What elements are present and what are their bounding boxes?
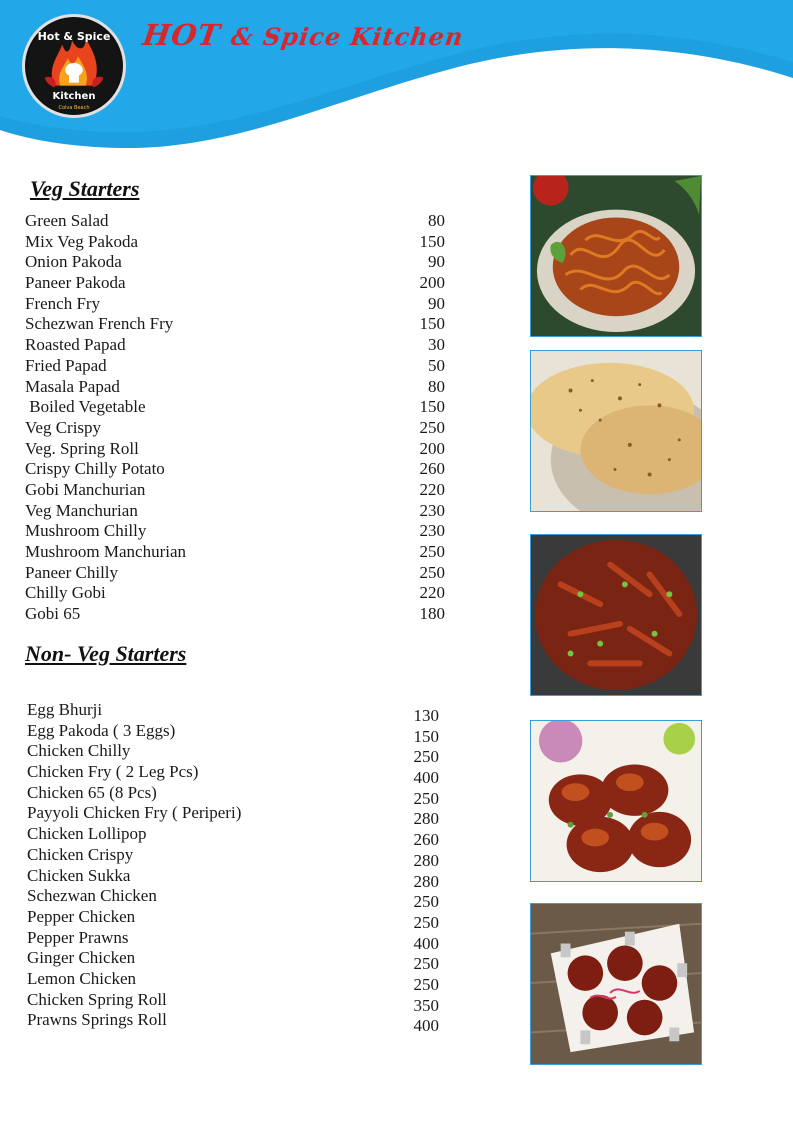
- nonveg-starter-item: [27, 824, 439, 850]
- nonveg-starter-item: [27, 741, 439, 767]
- nonveg-starter-item: [27, 782, 439, 808]
- veg-starter-item-name: Crispy Chilly Potato: [25, 459, 165, 479]
- veg-starter-item-price: 250: [419, 417, 445, 437]
- veg-starter-item: [25, 501, 445, 522]
- brand-title: [141, 18, 466, 52]
- veg-starter-item-name: Gobi Manchurian: [25, 479, 146, 499]
- nonveg-starter-item: [27, 1010, 439, 1036]
- veg-starter-item-price: 90: [428, 252, 445, 272]
- veg-starter-item: [25, 211, 445, 232]
- nonveg-starters-heading: Non- Veg Starters: [25, 641, 187, 666]
- veg-starter-item: [25, 335, 445, 356]
- nonveg-starter-item-price: 150: [413, 726, 439, 746]
- veg-starter-item-price: 150: [419, 231, 445, 251]
- nonveg-starter-item: [27, 927, 439, 953]
- veg-starter-item-name: Chilly Gobi: [25, 583, 106, 603]
- veg-starter-item-name: Veg Manchurian: [25, 500, 138, 520]
- veg-starter-item-name: Boiled Vegetable: [25, 397, 146, 417]
- nonveg-starter-item: [27, 886, 439, 912]
- veg-starter-item: [25, 542, 445, 563]
- nonveg-starter-item-name: Chicken Chilly: [27, 741, 131, 761]
- logo-bottom-text: Kitchen: [52, 91, 96, 102]
- veg-starter-item-price: 250: [419, 562, 445, 582]
- nonveg-starter-item-price: 280: [413, 871, 439, 891]
- veg-starter-item: [25, 232, 445, 253]
- nonveg-starter-item-price: 250: [413, 954, 439, 974]
- veg-starter-item-name: Veg Crispy: [25, 417, 102, 437]
- nonveg-starter-item-name: Chicken Fry ( 2 Leg Pcs): [27, 762, 199, 782]
- veg-starter-item-price: 150: [419, 314, 445, 334]
- papad-photo: [530, 350, 702, 512]
- veg-starters-list: [25, 211, 445, 625]
- veg-starter-item-price: 220: [419, 479, 445, 499]
- veg-starter-item: [25, 604, 445, 625]
- veg-starter-item-price: 200: [419, 438, 445, 458]
- veg-starter-item: [25, 397, 445, 418]
- veg-starter-item: [25, 273, 445, 294]
- nonveg-starter-item-name: Schezwan Chicken: [27, 886, 157, 906]
- nonveg-starter-item-name: Egg Pakoda ( 3 Eggs): [27, 720, 176, 740]
- veg-starter-item-price: 200: [419, 273, 445, 293]
- nonveg-starter-item-price: 400: [413, 933, 439, 953]
- veg-starter-item-name: Mix Veg Pakoda: [25, 231, 139, 251]
- brand-title-rest: & Spice Kitchen: [229, 22, 466, 51]
- chilly-potato-photo: [530, 534, 702, 696]
- veg-starter-item-name: Fried Papad: [25, 355, 107, 375]
- veg-starter-item-price: 150: [419, 397, 445, 417]
- veg-starter-item-name: Masala Papad: [25, 376, 120, 396]
- veg-starter-item: [25, 563, 445, 584]
- nonveg-starter-item-name: Prawns Springs Roll: [27, 1010, 167, 1030]
- nonveg-starter-item-name: Chicken 65 (8 Pcs): [27, 782, 157, 802]
- veg-starter-item: [25, 418, 445, 439]
- veg-starter-item-price: 90: [428, 293, 445, 313]
- veg-starter-item-name: Veg. Spring Roll: [25, 438, 139, 458]
- veg-starter-item-name: Green Salad: [25, 211, 109, 230]
- veg-starter-item-price: 30: [428, 335, 445, 355]
- nonveg-starter-item-name: Ginger Chicken: [27, 948, 136, 968]
- veg-starter-item-name: Mushroom Chilly: [25, 521, 147, 541]
- veg-starter-item: [25, 356, 445, 377]
- nonveg-starters-list: [27, 700, 439, 1036]
- nonveg-starter-item-name: Egg Bhurji: [27, 700, 103, 719]
- nonveg-starter-item: [27, 700, 439, 725]
- nonveg-starter-item-name: Chicken Sukka: [27, 865, 131, 885]
- veg-starter-item-price: 80: [428, 211, 445, 230]
- nonveg-starter-item: [27, 948, 439, 974]
- nonveg-starter-item-name: Payyoli Chicken Fry ( Periperi): [27, 803, 242, 823]
- veg-starters-heading: Veg Starters: [30, 176, 140, 201]
- logo-top-text: Hot & Spice: [37, 30, 111, 43]
- nonveg-starter-item-price: 250: [413, 892, 439, 912]
- veg-starter-item-name: Onion Pakoda: [25, 252, 122, 272]
- nonveg-starter-item-name: Lemon Chicken: [27, 968, 137, 988]
- nonveg-starter-item: [27, 720, 439, 746]
- logo-tagline: Colva Beach: [58, 105, 90, 111]
- veg-starter-item-price: 50: [428, 355, 445, 375]
- nonveg-starter-item-price: 280: [413, 850, 439, 870]
- veg-starter-item-price: 260: [419, 459, 445, 479]
- veg-starter-item: [25, 521, 445, 542]
- nonveg-starter-item-price: 250: [413, 788, 439, 808]
- veg-starter-item: [25, 377, 445, 398]
- veg-starter-item: [25, 252, 445, 273]
- chicken-lollipop-photo: [530, 903, 702, 1065]
- nonveg-starter-item-name: Chicken Spring Roll: [27, 989, 167, 1009]
- nonveg-starter-item-name: Pepper Prawns: [27, 927, 129, 947]
- nonveg-starter-item-price: 250: [413, 974, 439, 994]
- veg-starter-item: [25, 314, 445, 335]
- chicken-fry-photo: [530, 720, 702, 882]
- nonveg-starter-item: [27, 803, 439, 829]
- veg-starter-item-name: Paneer Chilly: [25, 562, 119, 582]
- veg-starter-item: [25, 459, 445, 480]
- nonveg-starter-item: [27, 844, 439, 870]
- restaurant-logo: [22, 14, 126, 118]
- nonveg-starter-item-name: Chicken Lollipop: [27, 824, 147, 844]
- veg-starter-item: [25, 480, 445, 501]
- veg-starter-item: [25, 294, 445, 315]
- veg-starter-item-name: Paneer Pakoda: [25, 273, 126, 293]
- veg-starter-item-name: Gobi 65: [25, 604, 81, 624]
- nonveg-starter-item-name: Pepper Chicken: [27, 906, 136, 926]
- nonveg-starter-item-price: 260: [413, 830, 439, 850]
- veg-starter-item-price: 180: [419, 604, 445, 624]
- nonveg-starter-item-price: 130: [413, 706, 439, 725]
- nonveg-starter-item: [27, 989, 439, 1015]
- nonveg-starter-item-name: Chicken Crispy: [27, 844, 134, 864]
- veg-starter-item-name: Schezwan French Fry: [25, 314, 174, 334]
- nonveg-starter-item: [27, 762, 439, 788]
- veg-starter-item-name: French Fry: [25, 293, 101, 313]
- nonveg-starter-item: [27, 865, 439, 891]
- nonveg-starter-item-price: 280: [413, 809, 439, 829]
- veg-starter-item-name: Roasted Papad: [25, 335, 126, 355]
- veg-starter-item: [25, 439, 445, 460]
- veg-starter-item-price: 220: [419, 583, 445, 603]
- veg-starter-item: [25, 583, 445, 604]
- nonveg-starter-item: [27, 968, 439, 994]
- nonveg-starter-item-price: 400: [413, 1016, 439, 1036]
- veg-starter-item-name: Mushroom Manchurian: [25, 542, 187, 561]
- nonveg-starter-item-price: 250: [413, 912, 439, 932]
- veg-starter-item-price: 80: [428, 376, 445, 396]
- onion-pakoda-photo: [530, 175, 702, 337]
- nonveg-starter-item: [27, 906, 439, 932]
- nonveg-starter-item-price: 250: [413, 747, 439, 767]
- veg-starter-item-price: 250: [419, 542, 445, 561]
- veg-starter-item-price: 230: [419, 500, 445, 520]
- brand-title-main: HOT: [140, 18, 223, 52]
- nonveg-starter-item-price: 350: [413, 995, 439, 1015]
- veg-starter-item-price: 230: [419, 521, 445, 541]
- nonveg-starter-item-price: 400: [413, 768, 439, 788]
